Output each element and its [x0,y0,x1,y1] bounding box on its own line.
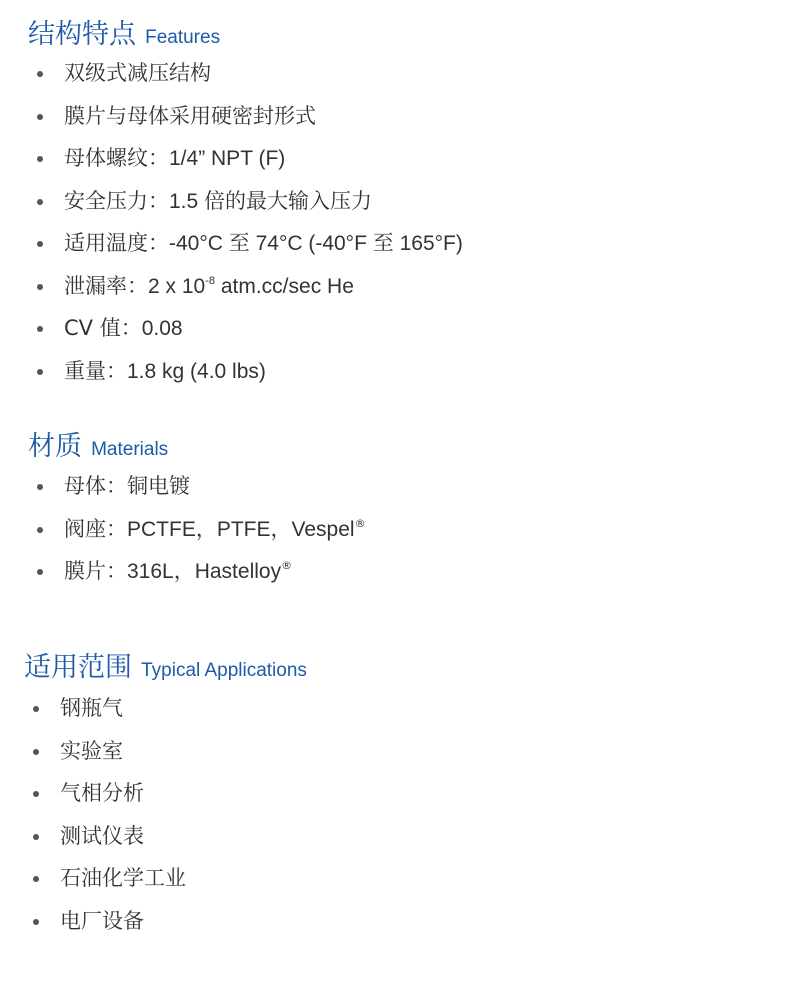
material-value: 铜电镀 [127,474,190,498]
bullet-icon [37,326,43,332]
bullet-icon [37,241,43,247]
features-title-zh: 结构特点 [28,19,136,50]
material-entry [64,556,292,587]
registered-mark: ® [354,516,366,530]
feature-entry [64,186,372,217]
material-label: 膜片： [64,559,127,583]
bullet-icon [37,484,43,490]
feature-value: 1.8 kg (4.0 lbs) [127,359,266,383]
bullet-icon [33,791,39,797]
features-title-en: Features [145,27,221,48]
application-text: 测试仪表 [60,823,144,848]
bullet-icon [33,749,39,755]
bullet-icon [37,369,43,375]
feature-entry [64,356,266,387]
feature-value: 1/4” NPT (F) [169,147,286,170]
feature-value: 0.08 [141,317,183,340]
leak-rate-exponent: -8 [205,274,215,287]
feature-value: -40°C 至 74°C (-40°F 至 165°F) [169,232,463,255]
materials-title-en: Materials [91,439,169,460]
feature-entry [64,228,463,259]
application-text: 电厂设备 [60,908,144,933]
bullet-icon [33,706,39,712]
feature-label: 泄漏率： [64,273,148,298]
applications-title-en: Typical Applications [141,660,307,681]
material-entry [64,514,366,545]
feature-label: 适用温度： [64,231,169,255]
material-value: PCTFE，PTFE，Vespel [127,517,355,541]
leak-rate-unit: atm.cc/sec He [215,274,354,298]
features-heading [28,12,220,51]
bullet-icon [33,919,39,925]
feature-entry [64,143,285,174]
bullet-icon [37,71,43,77]
bullet-icon [37,199,43,205]
feature-text: 双级式减压结构 [64,61,211,85]
application-text: 钢瓶气 [60,696,123,720]
bullet-icon [37,114,43,120]
applications-heading [24,645,307,684]
materials-heading [28,424,168,463]
material-label: 阀座： [64,516,127,541]
feature-label: CV 值： [64,316,142,340]
feature-label: 安全压力： [64,188,169,213]
bullet-icon [37,527,43,533]
leak-rate-base: 2 x 10 [148,274,206,298]
bullet-icon [33,834,39,840]
application-text: 实验室 [60,738,123,763]
bullet-icon [37,156,43,162]
feature-entry [64,313,183,344]
feature-label: 母体螺纹： [64,146,169,170]
applications-title-zh: 适用范围 [24,652,132,683]
bullet-icon [33,876,39,882]
registered-mark: ® [281,559,293,572]
bullet-icon [37,569,43,575]
material-value: 316L，Hastelloy [127,560,282,583]
application-text: 气相分析 [60,781,144,805]
materials-title-zh: 材质 [28,431,82,462]
feature-value: 1.5 倍的最大输入压力 [169,189,373,213]
material-entry [64,471,190,501]
bullet-icon [37,284,43,290]
application-text: 石油化学工业 [60,866,186,890]
feature-label: 重量： [64,358,127,383]
feature-text: 膜片与母体采用硬密封形式 [64,103,316,128]
feature-entry [64,271,354,302]
material-label: 母体： [64,474,127,498]
